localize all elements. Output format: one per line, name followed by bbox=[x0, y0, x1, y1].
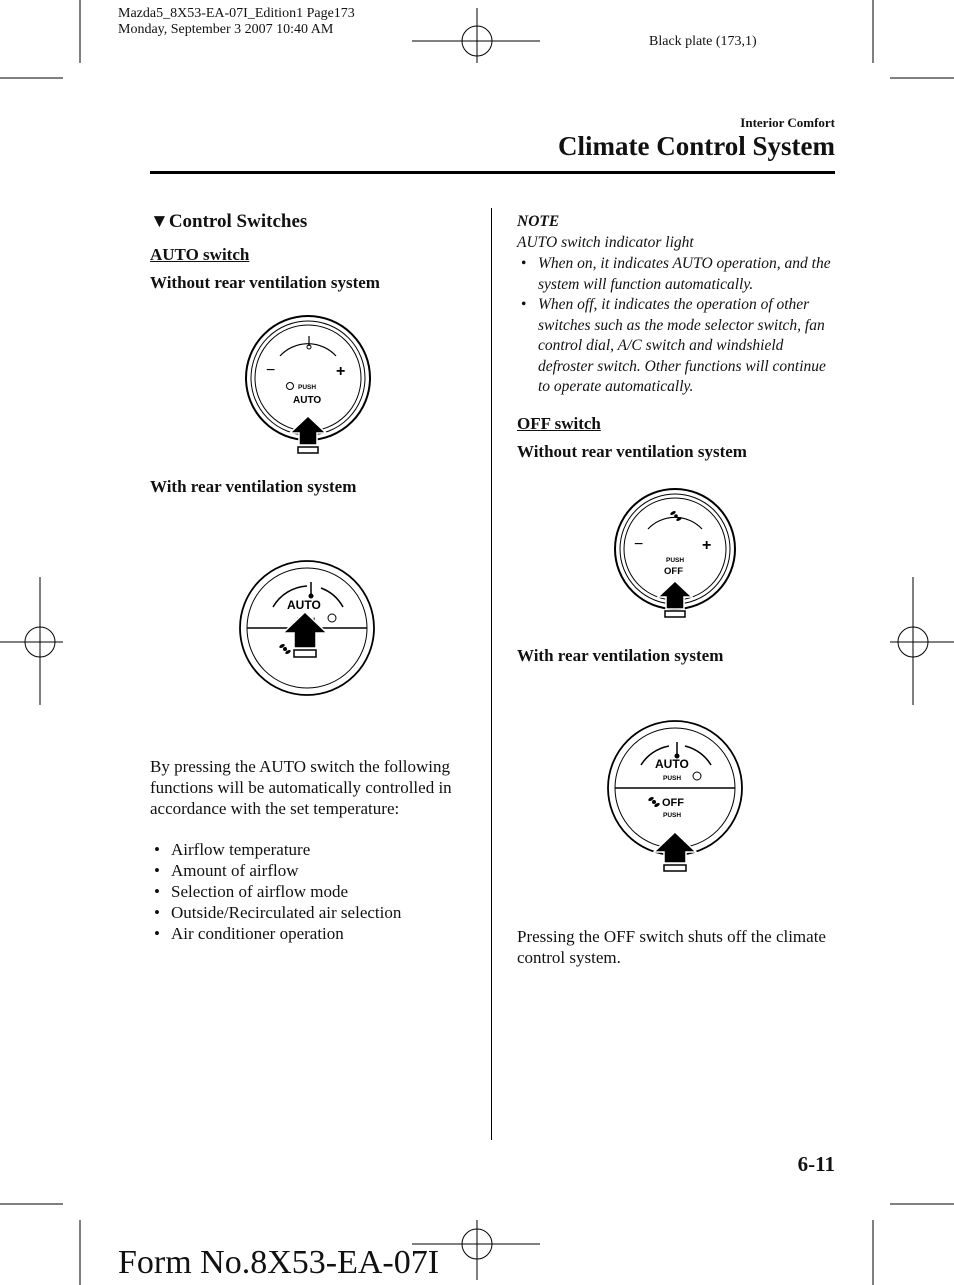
auto-label-4: AUTO bbox=[655, 757, 689, 771]
minus-label: − bbox=[266, 362, 276, 379]
plus-label-3: + bbox=[702, 537, 712, 554]
list-item: • Selection of airflow mode bbox=[150, 881, 470, 902]
print-file-line: Mazda5_8X53-EA-07I_Edition1 Page173 bbox=[118, 6, 355, 21]
auto-function-list bbox=[150, 839, 470, 944]
minus-label-3: − bbox=[634, 536, 644, 553]
off-without-rear-label: Without rear ventilation system bbox=[517, 442, 747, 461]
push-label-4b: PUSH bbox=[663, 812, 682, 819]
note-subtitle: AUTO switch indicator light bbox=[517, 234, 694, 251]
column-divider bbox=[491, 208, 492, 1140]
control-switches-heading bbox=[150, 211, 307, 233]
triangle-icon: ▼ bbox=[150, 211, 169, 232]
auto-dual-dial-figure bbox=[237, 560, 377, 700]
auto-label: AUTO bbox=[293, 395, 322, 406]
auto-with-rear-label: With rear ventilation system bbox=[150, 477, 357, 496]
page-title: Climate Control System bbox=[558, 131, 835, 161]
off-with-rear-label: With rear ventilation system bbox=[517, 646, 724, 665]
form-number: Form No.8X53-EA-07I bbox=[118, 1244, 440, 1281]
auto-switch-title: AUTO switch bbox=[150, 245, 250, 264]
list-item: • Airflow temperature bbox=[150, 839, 470, 860]
off-description: Pressing the OFF switch shuts off the climate control system. bbox=[517, 927, 826, 967]
print-date-line: Monday, September 3 2007 10:40 AM bbox=[118, 22, 334, 37]
print-plate: Black plate (173,1) bbox=[649, 34, 757, 49]
push-label: PUSH bbox=[298, 384, 317, 391]
auto-without-rear-label: Without rear ventilation system bbox=[150, 273, 380, 292]
auto-dial-figure bbox=[240, 312, 380, 462]
off-label-4: OFF bbox=[662, 797, 684, 809]
list-item: • Air conditioner operation bbox=[150, 923, 470, 944]
push-label-4: PUSH bbox=[663, 775, 682, 782]
note-item: • When off, it indicates the operation of other switches such as the mode selector switch, fan control dial, A/C switch and windshield defroster switch. Other functions will continue to operate automatically. bbox=[517, 295, 837, 398]
list-item: • Amount of airflow bbox=[150, 860, 470, 881]
off-switch-title: OFF switch bbox=[517, 414, 601, 433]
section-label: Interior Comfort bbox=[740, 115, 835, 130]
off-label: OFF bbox=[664, 566, 683, 577]
note-item: • When on, it indicates AUTO operation, and the system will function automatically. bbox=[517, 254, 837, 295]
plus-label: + bbox=[336, 363, 346, 380]
list-item: • Outside/Recirculated air selection bbox=[150, 902, 470, 923]
note-title: NOTE bbox=[517, 213, 560, 230]
header-rule bbox=[150, 171, 835, 174]
page-number: 6-11 bbox=[797, 1152, 835, 1176]
off-dial-figure bbox=[608, 485, 743, 625]
auto-description: By pressing the AUTO switch the following functions will be automatically controlled in accordance with the set temperature: bbox=[150, 757, 452, 818]
auto-label-2: AUTO bbox=[287, 598, 321, 612]
heading-text: Control Switches bbox=[168, 211, 308, 232]
note-list bbox=[517, 254, 837, 398]
off-dual-dial-figure bbox=[607, 718, 747, 874]
push-label-3: PUSH bbox=[666, 557, 685, 564]
